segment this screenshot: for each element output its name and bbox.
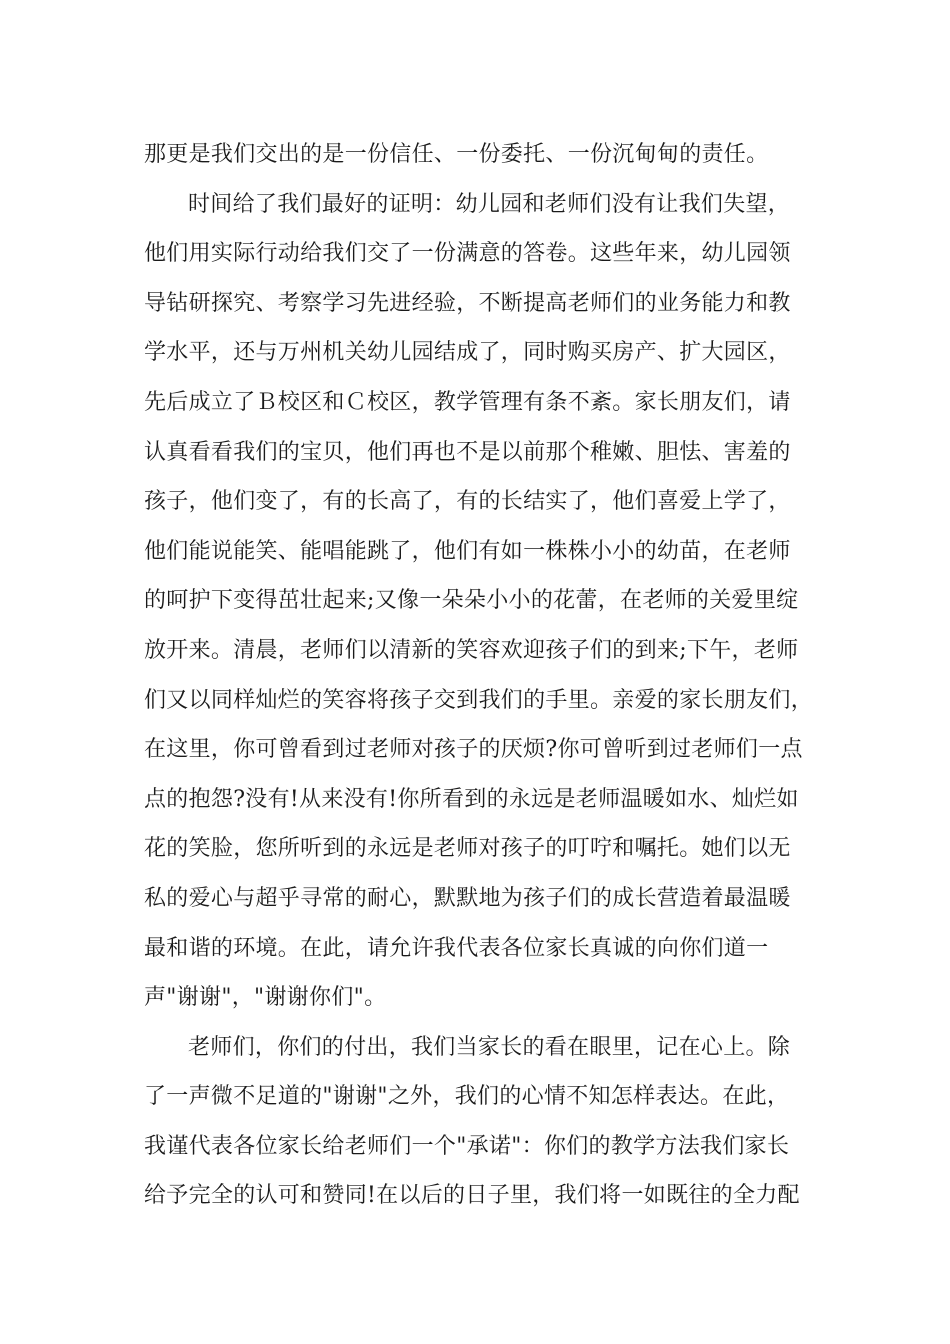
text-line: 点的抱怨?没有!从来没有!你所看到的永远是老师温暖如水、灿烂如 xyxy=(144,786,799,812)
text-line: 声"谢谢"，"谢谢你们"。 xyxy=(144,985,387,1011)
text-line: 老师们，你们的付出，我们当家长的看在眼里，记在心上。除 xyxy=(188,1034,791,1060)
text-line: 了一声微不足道的"谢谢"之外，我们的心情不知怎样表达。在此， xyxy=(144,1084,790,1110)
text-line: 我谨代表各位家长给老师们一个"承诺"：你们的教学方法我们家长 xyxy=(144,1133,790,1159)
text-line: 先后成立了Ｂ校区和Ｃ校区，教学管理有条不紊。家长朋友们，请 xyxy=(144,389,791,415)
text-line: 导钻研探究、考察学习先进经验，不断提高老师们的业务能力和教 xyxy=(144,290,791,316)
text-line: 最和谐的环境。在此，请允许我代表各位家长真诚的向你们道一 xyxy=(144,935,769,961)
text-line: 给予完全的认可和赞同!在以后的日子里，我们将一如既往的全力配 xyxy=(144,1183,800,1209)
text-line: 认真看看我们的宝贝，他们再也不是以前那个稚嫩、胆怯、害羞的 xyxy=(144,439,791,465)
text-line: 孩子，他们变了，有的长高了，有的长结实了，他们喜爱上学了， xyxy=(144,489,791,515)
text-line: 时间给了我们最好的证明：幼儿园和老师们没有让我们失望， xyxy=(188,191,791,217)
text-line: 们又以同样灿烂的笑容将孩子交到我们的手里。亲爱的家长朋友们， xyxy=(144,687,814,713)
text-line: 学水平，还与万州机关幼儿园结成了，同时购买房产、扩大园区， xyxy=(144,340,791,366)
text-line: 在这里，你可曾看到过老师对孩子的厌烦?你可曾听到过老师们一点 xyxy=(144,737,803,763)
text-line: 他们能说能笑、能唱能跳了，他们有如一株株小小的幼苗，在老师 xyxy=(144,538,791,564)
text-line: 那更是我们交出的是一份信任、一份委托、一份沉甸甸的责任。 xyxy=(144,142,769,167)
text-line: 他们用实际行动给我们交了一份满意的答卷。这些年来，幼儿园领 xyxy=(144,241,791,267)
body-text xyxy=(144,130,824,1221)
text-line: 放开来。清晨，老师们以清新的笑容欢迎孩子们的到来;下午，老师 xyxy=(144,637,799,663)
text-line: 的呵护下变得茁壮起来;又像一朵朵小小的花蕾，在老师的关爱里绽 xyxy=(144,588,799,614)
text-line: 花的笑脸，您所听到的永远是老师对孩子的叮咛和嘱托。她们以无 xyxy=(144,836,791,862)
text-line: 私的爱心与超乎寻常的耐心，默默地为孩子们的成长营造着最温暖 xyxy=(144,885,791,911)
